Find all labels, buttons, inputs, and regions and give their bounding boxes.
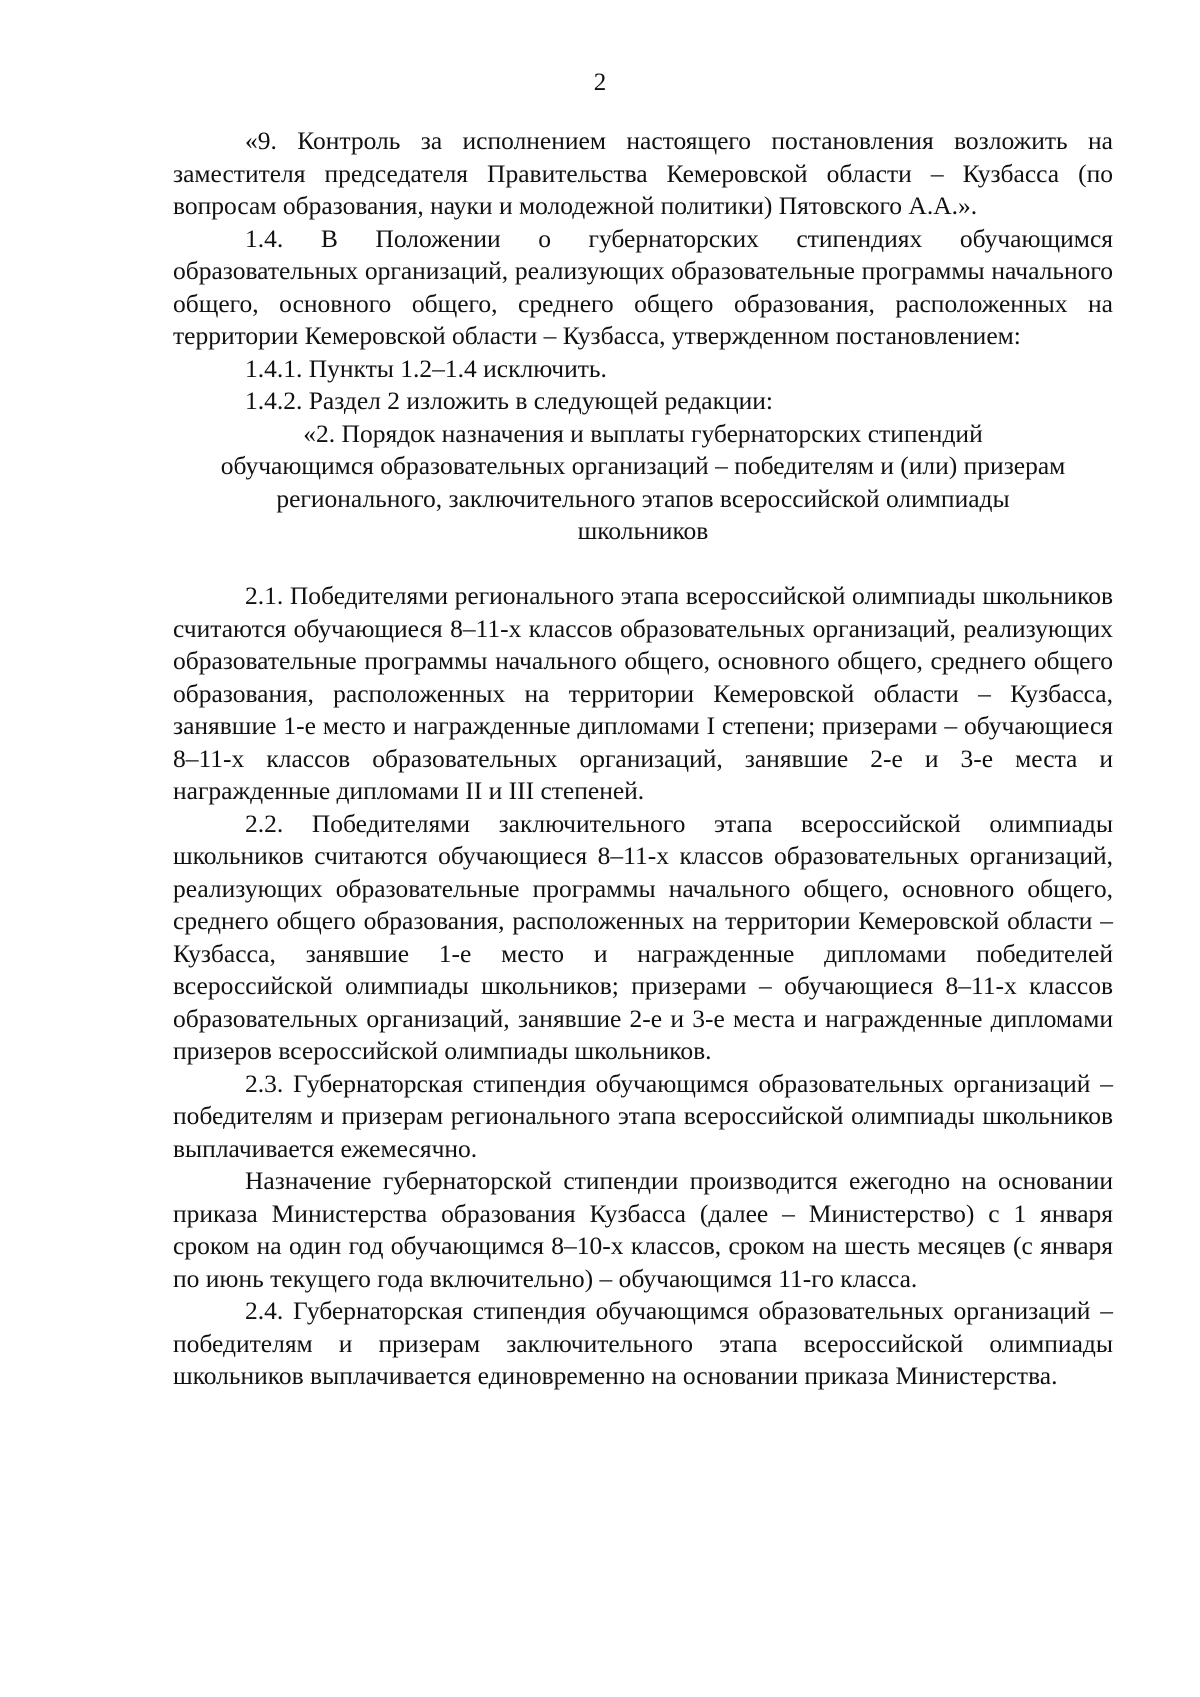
section-heading-line-3: регионального, заключительного этапов всероссийской олимпиады [276, 483, 1010, 513]
section-heading-line-1: «2. Порядок назначения и выплаты губернаторских стипендий [303, 418, 983, 448]
paragraph-2-3: 2.3. Губернаторская стипендия обучающимся образовательных организаций – победителям и призерам регионального этапа всероссийской олимпиады школьников выплачивается ежемесячно. [173, 1068, 1113, 1163]
paragraph-2-1: 2.1. Победителями регионального этапа всероссийской олимпиады школьников считаются обучающиеся 8–11-х классов образовательных организаций, реализующих образовательные программы начального общего, основного общего, среднего общего образования, расположенных на территории Кемеровской области – Кузбасса, занявшие 1-е место и награжденные дипломами I степени; призерами – обучающиеся 8–11-х классов образовательных организаций, занявшие 2-е и 3-е места и награжденные дипломами II и III степеней. [173, 581, 1113, 805]
document-body [173, 125, 1113, 1393]
paragraph-control: «9. Контроль за исполнением настоящего постановления возложить на заместителя председателя Правительства Кемеровской области – Кузбасса (по вопросам образования, науки и молодежной политики) Пятовского А.А.». [173, 126, 1113, 220]
paragraph-1-4-1: 1.4.1. Пункты 1.2–1.4 исключить. [245, 353, 607, 383]
paragraph-appointment: Назначение губернаторской стипендии производится ежегодно на основании приказа Министерства образования Кузбасса (далее – Министерство) с 1 января сроком на один год обучающимся 8–10-х классов, сроком на шесть месяцев (с января по июнь текущего года включительно) – обучающимся 11-го класса. [173, 1166, 1113, 1293]
section-heading-line-2: обучающимся образовательных организаций – победителям и (или) призерам [220, 451, 1066, 480]
heading-spacer [173, 548, 1113, 581]
paragraph-2-4: 2.4. Губернаторская стипендия обучающимся образовательных организаций – победителям и призерам заключительного этапа всероссийской олимпиады школьников выплачивается единовременно на основании приказа Министерства. [173, 1296, 1113, 1390]
paragraph-1-4-2: 1.4.2. Раздел 2 изложить в следующей редакции: [245, 386, 773, 415]
paragraph-1-4: 1.4. В Положении о губернаторских стипендиях обучающимся образовательных организаций, реализующих образовательные программы начального общего, основного общего, среднего общего образования, расположенных на территории Кемеровской области – Кузбасса, утвержденном постановлением: [173, 223, 1113, 350]
page-number: 2 [593, 69, 607, 96]
section-heading-line-4: школьников [577, 516, 709, 545]
paragraph-2-2: 2.2. Победителями заключительного этапа всероссийской олимпиады школьников считаются обучающиеся 8–11-х классов образовательных организаций, реализующих образовательные программы начального общего, основного общего, среднего общего образования, расположенных на территории Кемеровской области – Кузбасса, занявшие 1-е место и награжденные дипломами победителей всероссийской олимпиады школьников; призерами – обучающиеся 8–11-х классов образовательных организаций, занявшие 2-е и 3-е места и награжденные дипломами призеров всероссийской олимпиады школьников. [173, 808, 1113, 1065]
